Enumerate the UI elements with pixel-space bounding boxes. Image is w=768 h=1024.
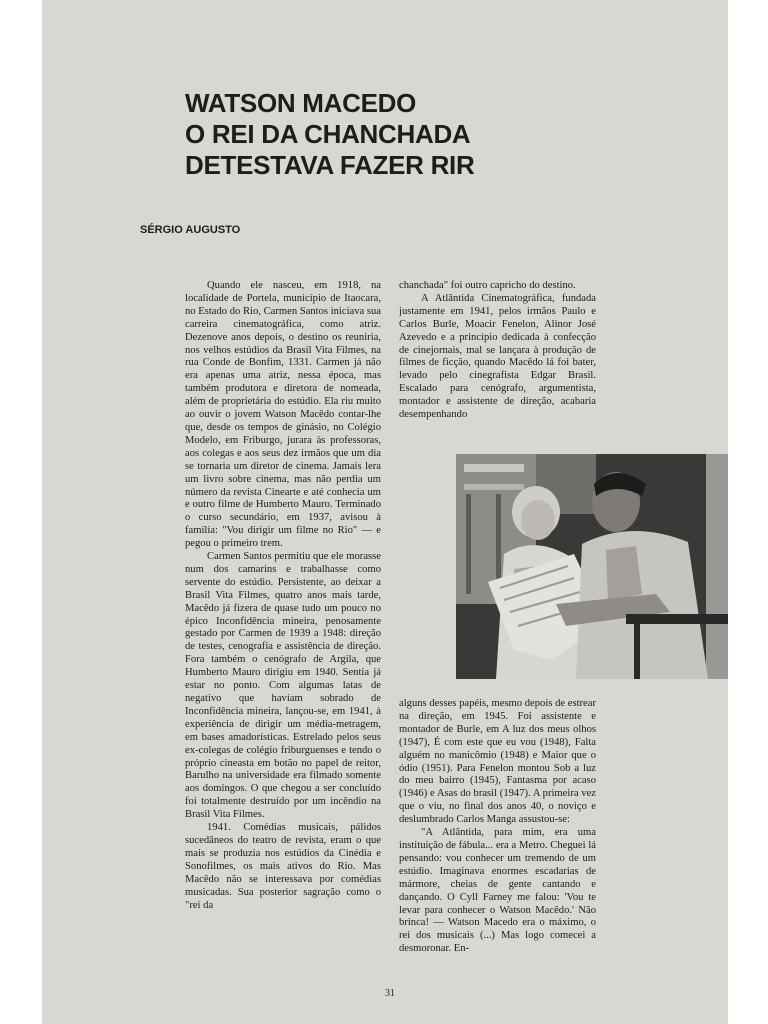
left-column [185,280,381,986]
paragraph: 1941. Comédias musicais, pálidos sucedâneos do teatro de revista, eram o que mais se produzia nos estúdios da Cinédia e Sonofilmes, os mais ativos do Rio. Mas Macêdo não se interessava por comédias musicadas. Sua posterior sagração como o "rei da [185,822,381,911]
title-line-3: DETESTAVA FAZER RIR [185,150,475,180]
title-line-1: WATSON MACEDO [185,88,417,118]
paragraph: alguns desses papéis, mesmo depois de estrear na direção, em 1945. Foi assistente e montador de Burle, em A luz dos meus olhos (1947), É com este que eu vou (1948), Falta alguém no manicômio (1948) e Maior que o ódio (1951). Para Fenelon montou Sob a luz do meu bairro (1945), Fantasma por acaso (1946) e Asas do brasil (1947). A primeira vez que o viu, no final dos anos 40, o noviço e deslumbrado Carlos Manga assustou-se: [399,698,596,826]
right-column-top [399,280,596,446]
title-line-2: O REI DA CHANCHADA [185,119,471,149]
paragraph: A Atlântida Cinematográfica, fundada justamente em 1941, pelos irmãos Paulo e Carlos Burle, Moacir Fenelon, Alinor José Azevedo e a princípio dedicada à confecção de cinejornais, mal se lançara à produção de filmes de ficção, quando Macêdo lá foi bater, levado pelo cinegrafista Edgar Brasil. Escalado para cenógrafo, argumentista, montador e assistente de direção, acabaria desempenhando [399,292,596,421]
author-byline: SÉRGIO AUGUSTO [140,224,241,236]
right-column-bottom [399,698,596,984]
page-number: 31 [385,988,395,999]
article-photo [456,454,728,679]
paragraph: "A Atlântida, para mim, era uma instituição de fábula... era a Metro. Cheguei lá pensando: vou conhecer um tremendo de um estúdio. Imaginava enormes escadarias de mármore, cheias de gente cantando e dançando. O Cyll Farney me falou: 'Vou te levar para conhecer o Watson Macêdo.' Não brinca! — Watson Macedo era o máximo, o rei dos musicais (...) Mas logo comecei a desmoronar. En- [399,827,596,955]
paragraph: Carmen Santos permitiu que ele morasse num dos camarins e trabalhasse como servente do estúdio. Persistente, ao deixar a Brasil Vita Filmes, quatro anos mais tarde, Macêdo já fizera de quase tudo um pouco no épico Inconfidência mineira, penosamente gestado por Carmen de 1939 a 1948: direção de testes, cenografia e assistência de direção. Fora também o cenógrafo de Argila, que Humberto Mauro dirigiu em 1940. Sentia já estar no ponto. Com algumas latas de negativo que haviam sobrado de Inconfidência mineira, lançou-se, em 1941, à experiência de dirigir um média-metragem, em bases amadorísticas. Estrelado pelos seus ex-colegas de colégio friburguenses e tendo o próprio cineasta em botão no papel de reitor, Barulho na universidade era filmado somente aos domingos. O que chegou a ser concluído foi totalmente destruído por um incêndio na Brasil Vita Filmes. [185,551,381,821]
article-title [185,88,605,181]
paragraph: chanchada" foi outro capricho do destino. [399,280,576,291]
paragraph: Quando ele nasceu, em 1918, na localidade de Portela, município de Itaocara, no Estado do Rio, Carmen Santos iniciava sua carreira cinematográfica, como atriz. Dezenove anos depois, o destino os reuniria, nos velhos estúdios da Brasil Vita Filmes, na rua Conde de Bonfim, 1331. Carmen já não era apenas uma atriz, nessa época, mas também produtora e diretora de nomeada, além de proprietária do estúdio. Ela riu muito ao ouvir o jovem Watson Macêdo contar-lhe que, desde os tempos de ginásio, no Colégio Modelo, em Friburgo, jurara às professoras, aos colegas e aos seus dez irmãos que um dia se tornaria um diretor de cinema. Jamais lera um livro sobre cinema, mas não perdia um número da revista Cinearte e até conhecia um e outro filme de Humberto Mauro. Terminado o curso secundário, em 1937, avisou à família: "Vou dirigir um filme no Rio" — e pegou o primeiro trem. [185,280,381,550]
magazine-page [42,0,728,1024]
